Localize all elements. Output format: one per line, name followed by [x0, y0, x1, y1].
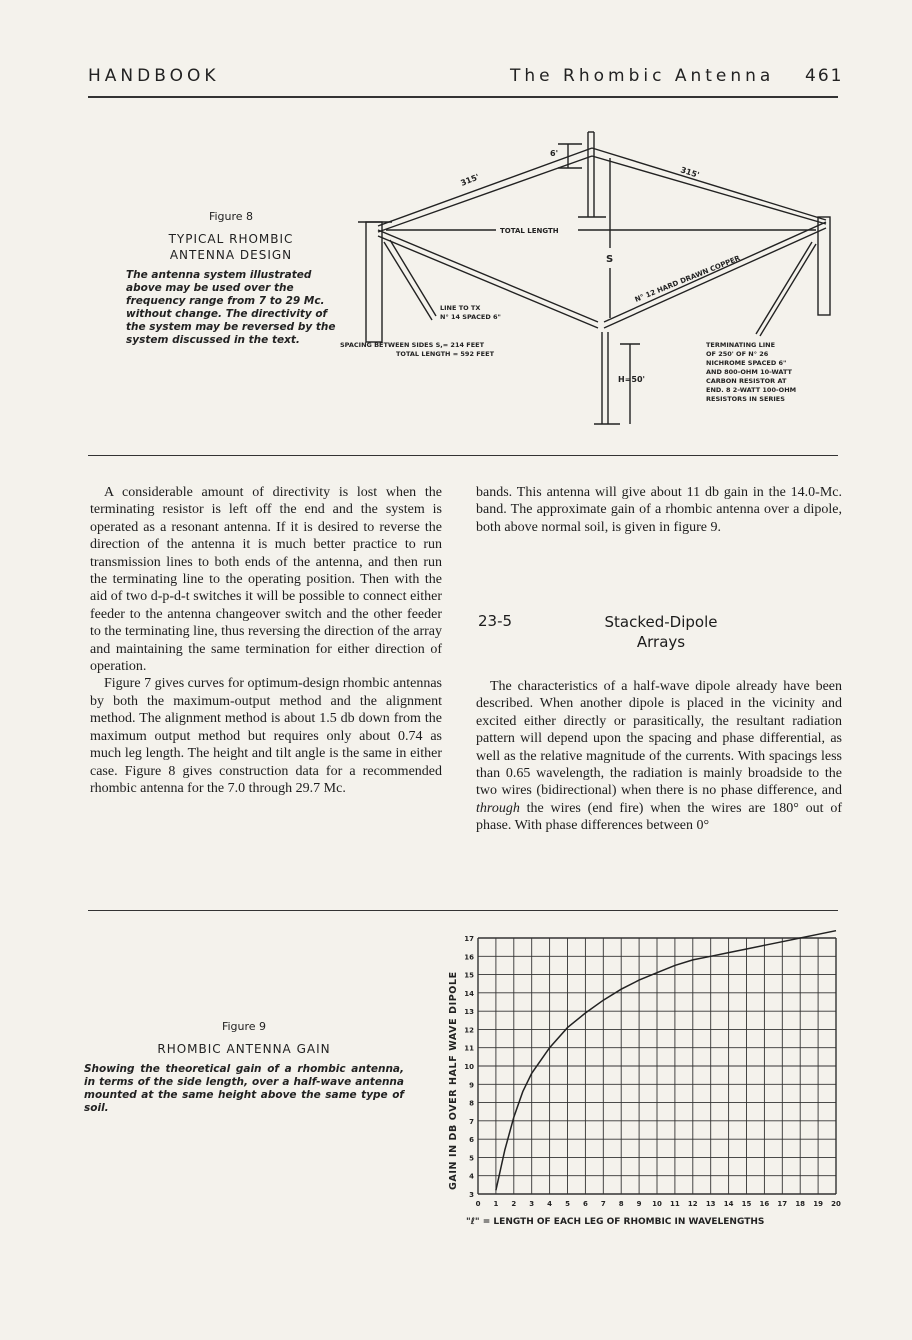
left-paragraph-2: Figure 7 gives curves for optimum-design rhombic antennas by both the maximum-output method and the alignment method. The alignment method is about 1.5 db down from the maximum output method but requires only about 0.74 as much leg length. The height and tilt angle is the same in either case. Figure 8 gives construction data for a recommended rhombic antenna for the 7.0 through 29.7 Mc. [90, 676, 442, 796]
y-tick-label: 15 [464, 971, 474, 980]
label-leg-right: 315' [679, 165, 701, 180]
right-column-bottom [476, 678, 842, 835]
y-tick-label: 10 [464, 1063, 474, 1071]
right-pole [818, 217, 830, 315]
label-spacing-2: TOTAL LENGTH = 592 FEET [396, 350, 494, 358]
x-tick-label: 8 [618, 1200, 624, 1208]
right-paragraph-2-italic: through [476, 800, 520, 816]
y-tick-label: 17 [464, 935, 474, 943]
figure9-caption [84, 1020, 404, 1115]
section-title-line-1: Stacked-Dipole [604, 613, 718, 631]
left-column [90, 484, 442, 797]
label-height: H=50' [618, 375, 645, 384]
right-column-top [476, 484, 842, 536]
x-tick-label: 14 [723, 1200, 734, 1208]
label-term-4: AND 800-OHM 10-WATT [706, 368, 792, 376]
figure8-title-1: TYPICAL RHOMBIC [168, 232, 294, 246]
x-tick-label: 6 [582, 1200, 588, 1208]
label-line-to-tx-1: LINE TO TX [440, 304, 481, 312]
figure8-rule [88, 455, 838, 456]
x-tick-label: 17 [777, 1200, 788, 1208]
section-title [566, 612, 756, 652]
label-leg-left: 315' [459, 172, 481, 188]
gain-chart [436, 930, 856, 1240]
chart-y-label: GAIN IN DB OVER HALF WAVE DIPOLE [448, 971, 459, 1190]
x-tick-label: 7 [600, 1200, 606, 1208]
label-term-2: OF 250' OF N° 26 [706, 350, 769, 358]
section-title-line-2: Arrays [636, 633, 686, 651]
y-tick-label: 16 [464, 953, 474, 962]
x-tick-label: 4 [547, 1200, 553, 1208]
right-paragraph-1: bands. This antenna will give about 11 db gain in the 14.0-Mc. band. The approximate gain of a rhombic antenna over a dipole, both above normal soil, is given in figure 9. [476, 485, 842, 535]
right-paragraph-2-c: the wires (end fire) when the wires are 180° out of phase. With phase differences between 0° [476, 800, 842, 834]
y-tick-label: 11 [464, 1044, 474, 1053]
feedline [384, 242, 432, 320]
x-tick-label: 20 [831, 1200, 841, 1208]
y-tick-label: 3 [469, 1191, 474, 1199]
x-tick-label: 13 [705, 1200, 716, 1208]
figure8-caption [126, 210, 336, 347]
x-tick-label: 11 [670, 1200, 680, 1208]
figure9-title: RHOMBIC ANTENNA GAIN [157, 1042, 331, 1056]
x-tick-label: 15 [741, 1200, 752, 1208]
figure8-title-2: ANTENNA DESIGN [169, 248, 293, 262]
label-s: S [606, 254, 614, 265]
y-tick-label: 4 [469, 1172, 474, 1181]
x-tick-label: 5 [565, 1200, 570, 1208]
x-tick-label: 9 [636, 1200, 642, 1208]
label-term-7: RESISTORS IN SERIES [706, 395, 785, 403]
running-head-title: The Rhombic Antenna [510, 66, 775, 86]
rhombic-antenna-diagram [336, 122, 856, 434]
left-paragraph-1: A considerable amount of directivity is lost when the terminating resistor is left off the end and the system is operated as a resonant antenna. If it is desired to reverse the direction of the antenna it is much better practice to run transmission lines to both ends of the antenna, and then run the terminating line to the operating position. Then with the aid of two d-p-d-t switches it will be possible to connect either feeder to the antenna changeover switch and the other feeder to the terminating line, thus reversing the direction of the array and maintaining the same termination for either direction of operation. [90, 485, 442, 675]
left-pole [366, 222, 382, 342]
chart-grid [478, 938, 836, 1194]
figure9-description: Showing the theoretical gain of a rhombic antenna, in terms of the side length, over a half-wave antenna mounted at the same height above the same type of soil. [84, 1063, 404, 1114]
y-tick-label: 13 [464, 1008, 474, 1017]
text-rule [88, 910, 838, 911]
chart-ticks [464, 935, 841, 1208]
label-term-6: END. 8 2-WATT 100-OHM [706, 386, 797, 394]
label-total-length: TOTAL LENGTH [500, 227, 559, 235]
x-tick-label: 2 [511, 1200, 517, 1208]
x-tick-label: 1 [493, 1200, 499, 1208]
x-tick-label: 10 [652, 1200, 662, 1208]
wire-right-top [592, 148, 826, 220]
y-tick-label: 9 [469, 1081, 474, 1090]
right-paragraph-2 [476, 678, 842, 835]
label-term-1: TERMINATING LINE [706, 341, 776, 349]
y-tick-label: 7 [469, 1117, 474, 1126]
wire-left-top [378, 148, 592, 226]
gain-curve [496, 931, 836, 1191]
running-head-left: HANDBOOK [88, 66, 220, 86]
y-tick-label: 12 [464, 1026, 474, 1035]
x-tick-label: 3 [529, 1200, 535, 1208]
chart-x-label: "ℓ" = LENGTH OF EACH LEG OF RHOMBIC IN WAVELENGTHS [466, 1217, 765, 1227]
y-tick-label: 8 [469, 1099, 474, 1108]
x-tick-label: 18 [795, 1200, 806, 1208]
label-term-5: CARBON RESISTOR AT [706, 377, 787, 385]
label-term-3: NICHROME SPACED 6" [706, 359, 787, 367]
right-paragraph-2-a: The characteristics of a half-wave dipole already have been described. When another dipole is placed in the vicinity and excited either directly or parasitically, the resultant radiation pattern will depend upon the spacing and phase differential, as well as the relative magnitude of the currents. With spacings less than 0.65 wavelength, the radiation is mainly broadside to the two wires (bidirectional) when there is no phase difference, and [476, 679, 842, 799]
x-tick-label: 19 [813, 1200, 823, 1208]
figure8-number: Figure 8 [208, 210, 254, 223]
figure8-description: The antenna system illustrated above may be used over the frequency range from 7 to 29 Mc. without change. The directivity of the system may be reversed by the system discussed in the text. [126, 269, 336, 346]
y-tick-label: 5 [469, 1154, 474, 1163]
label-line-to-tx-2: N° 14 SPACED 6" [440, 313, 501, 321]
x-tick-label: 16 [759, 1200, 770, 1208]
x-tick-label: 0 [475, 1200, 481, 1208]
y-tick-label: 6 [469, 1136, 474, 1145]
label-wire: N° 12 HARD DRAWN COPPER [633, 254, 742, 304]
label-top-drop: 6' [550, 149, 559, 158]
label-spacing-1: SPACING BETWEEN SIDES S,= 214 FEET [340, 341, 485, 349]
header-rule [88, 96, 838, 98]
figure9-number: Figure 9 [221, 1020, 267, 1033]
section-number: 23-5 [478, 612, 513, 630]
y-tick-label: 14 [464, 989, 474, 998]
page-number: 461 [805, 66, 844, 86]
x-tick-label: 12 [687, 1200, 698, 1208]
